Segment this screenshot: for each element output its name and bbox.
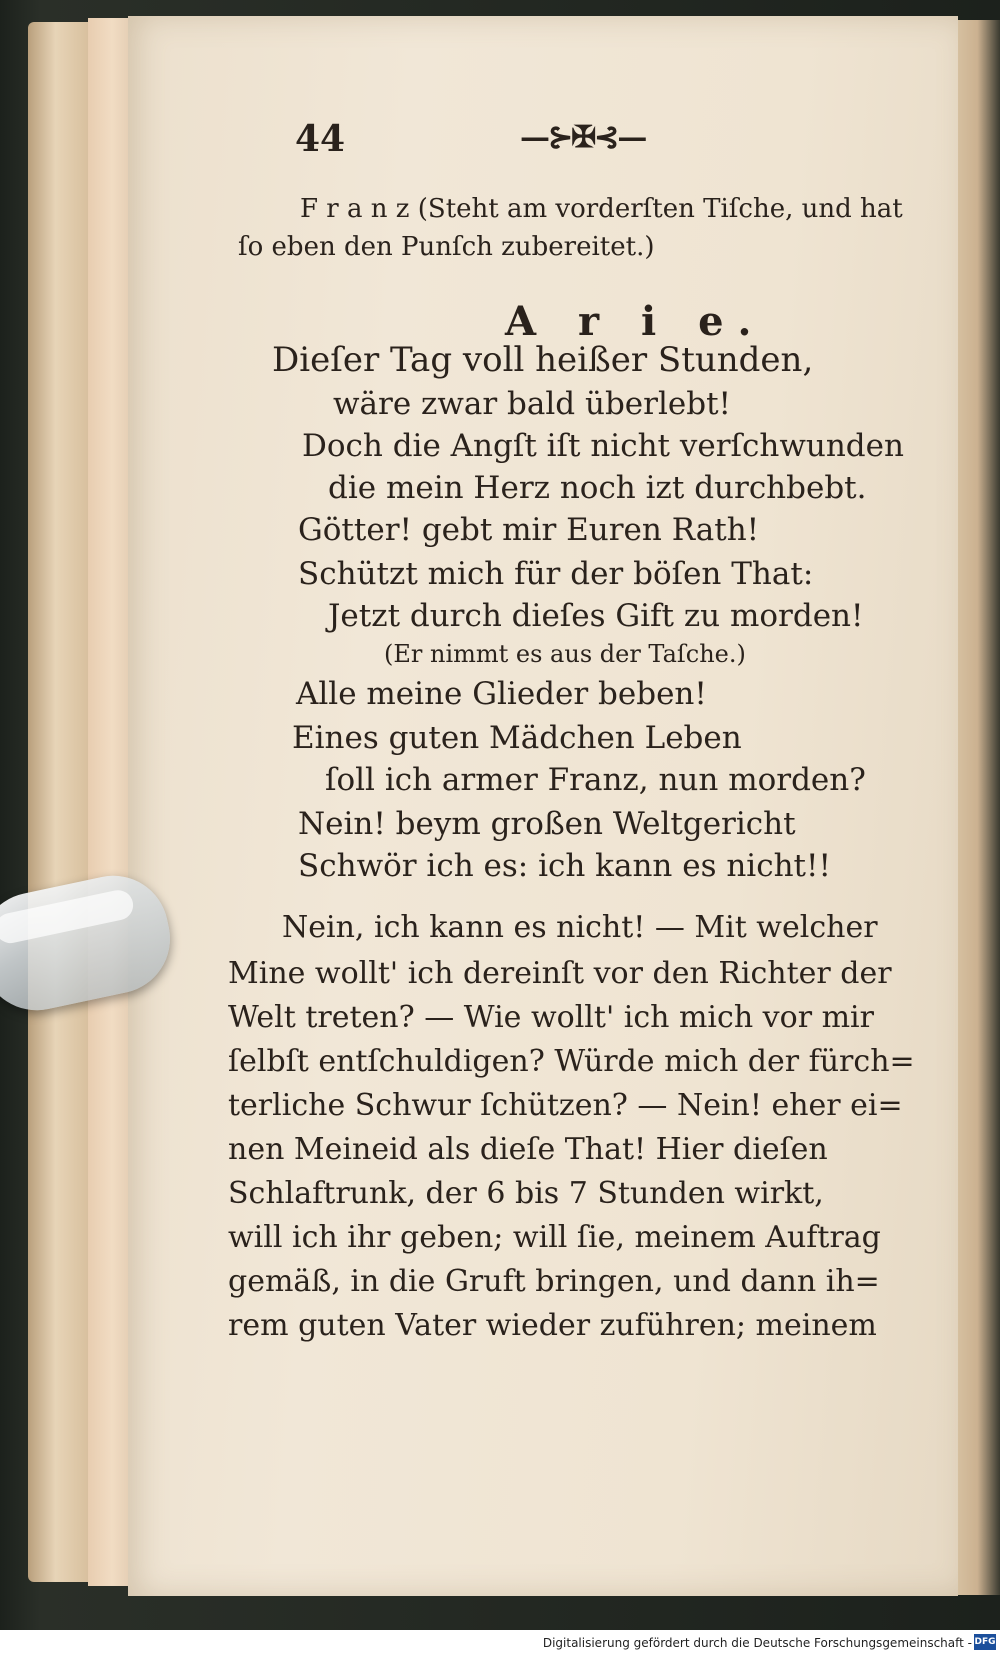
verse-line: die mein Herz noch izt durchbebt. — [328, 470, 867, 506]
verse-line: Schwör ich es: ich kann es nicht!! — [298, 848, 831, 884]
verse-line: Jetzt durch dieſes Gift zu morden! — [328, 598, 864, 634]
page-stack-right — [955, 20, 1000, 1595]
verse-line: Nein! beym großen Weltgericht — [298, 806, 796, 842]
prose-line: Schlaftrunk, der 6 bis 7 Stunden wirkt, — [228, 1176, 824, 1211]
stage-direction-line: F r a n z (Steht am vorderſten Tiſche, und hat — [300, 194, 903, 224]
page-gutter — [88, 18, 128, 1586]
verse-line: Dieſer Tag voll heißer Stunden, — [272, 340, 814, 380]
verse-line: wäre zwar bald überlebt! — [333, 386, 731, 422]
aria-heading: A r i e. — [505, 298, 766, 345]
prose-line: Nein, ich kann es nicht! — Mit welcher — [282, 910, 878, 945]
verse-line: Schützt mich für der böſen That: — [298, 556, 814, 592]
prose-line: ſelbſt entſchuldigen? Würde mich der fürch= — [228, 1044, 915, 1079]
verse-line: ſoll ich armer Franz, nun morden? — [325, 762, 866, 798]
prose-line: Welt treten? — Wie wollt' ich mich vor mir — [228, 1000, 874, 1035]
prose-line: will ich ihr geben; will ſie, meinem Auftrag — [228, 1220, 881, 1255]
dfg-logo: DFG — [974, 1634, 996, 1650]
page-number: 44 — [295, 118, 346, 160]
verse-line: Götter! gebt mir Euren Rath! — [298, 512, 760, 548]
stage-direction-line: ſo eben den Punſch zubereitet.) — [238, 232, 655, 262]
prose-line: Mine wollt' ich dereinſt vor den Richter der — [228, 956, 892, 991]
prose-line: terliche Schwur ſchützen? — Nein! eher ei= — [228, 1088, 903, 1123]
prose-line: nen Meineid als dieſe That! Hier dieſen — [228, 1132, 828, 1167]
verse-line: Alle meine Glieder beben! — [296, 676, 707, 712]
verse-line: Eines guten Mädchen Leben — [292, 720, 742, 756]
header-ornament: —⊱✠⊰— — [520, 120, 646, 155]
stage-aside: (Er nimmt es aus der Taſche.) — [384, 640, 746, 668]
prose-line: rem guten Vater wieder zuführen; meinem — [228, 1308, 877, 1343]
footer-credit: Digitalisierung gefördert durch die Deutsche Forschungsgemeinschaft - — [542, 1636, 972, 1650]
verse-line: Doch die Angſt iſt nicht verſchwunden — [302, 428, 904, 464]
prose-line: gemäß, in die Gruft bringen, und dann ih= — [228, 1264, 880, 1299]
